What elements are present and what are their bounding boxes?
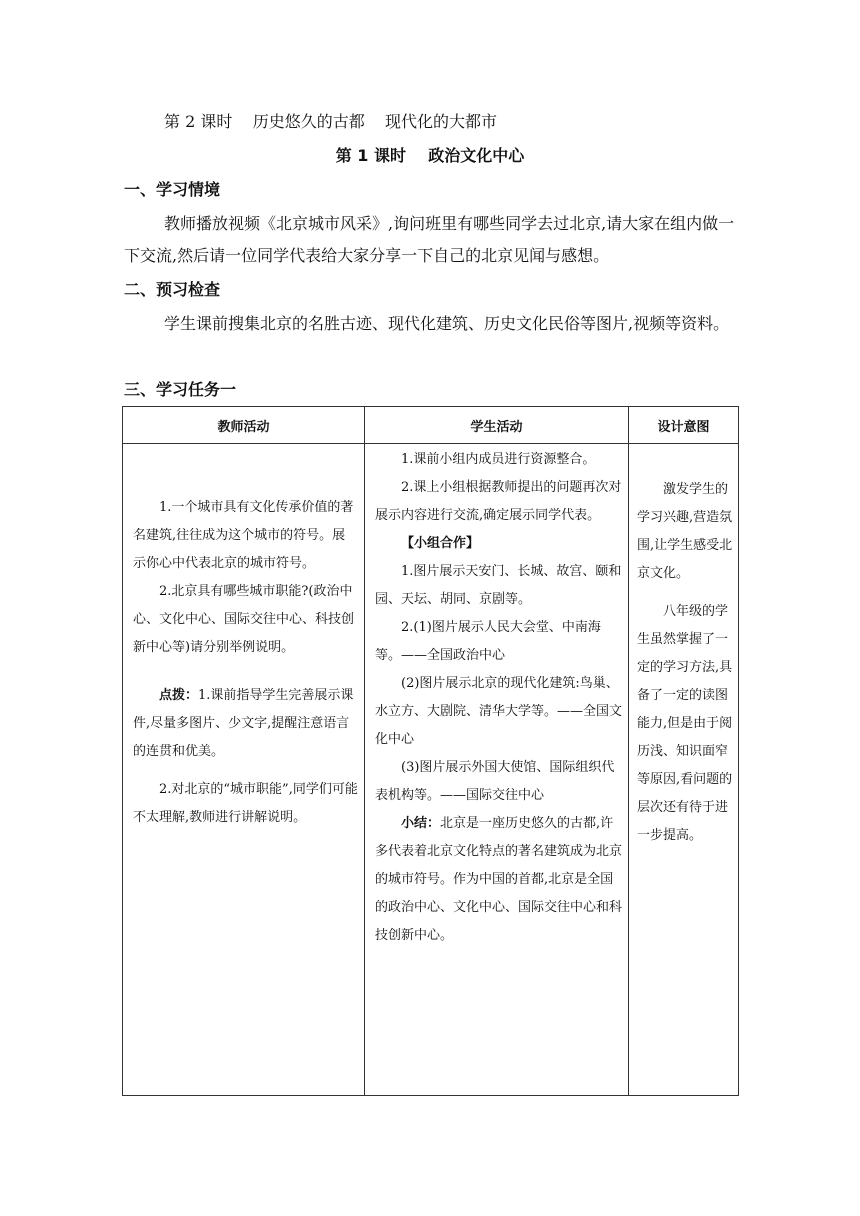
design-intent-cell bbox=[629, 444, 739, 1096]
lesson-heading: 第 2 课时 历史悠久的古都 现代化的大都市 bbox=[164, 112, 498, 131]
teacher-point-2: 2.北京具有哪些城市职能?(政治中心、文化中心、国际交往中心、科技创新中心等)请分别举例说明。 bbox=[133, 584, 355, 655]
section-body-preview: 学生课前搜集北京的名胜古迹、现代化建筑、历史文化民俗等图片,视频等资料。 bbox=[164, 314, 730, 333]
section-body-context: 教师播放视频《北京城市风采》,询问班里有哪些同学去过北京,请大家在组内做一下交流,然后请一位同学代表给大家分享一下自己的北京见闻与感想。 bbox=[124, 214, 735, 265]
student-step-2: 2.课上小组根据教师提出的问题再次对展示内容进行交流,确定展示同学代表。 bbox=[375, 480, 622, 523]
section-title-preview: 二、预习检查 bbox=[124, 280, 221, 299]
summary-label: 小结： bbox=[401, 816, 441, 831]
teacher-tip-1: 点拨：1.课前指导学生完善展示课件,尽量多图片、少文字,提醒注意语言的连贯和优美。 bbox=[133, 688, 354, 759]
group-work-item-3: (2)图片展示北京的现代化建筑:鸟巢、水立方、大剧院、清华大学等。——全国文化中心 bbox=[375, 676, 623, 747]
teacher-point-1: 1.一个城市具有文化传承价值的著名建筑,往往成为这个城市的符号。展示你心中代表北京的城市符号。 bbox=[133, 500, 354, 571]
lesson-subtitle: 第 1 课时 政治文化中心 bbox=[335, 146, 525, 165]
tip-label: 点拨： bbox=[159, 688, 199, 703]
group-work-item-1: 1.图片展示天安门、长城、故宫、颐和园、天坛、胡同、京剧等。 bbox=[375, 564, 622, 607]
table-header-row bbox=[123, 407, 739, 444]
group-work-label: 【小组合作】 bbox=[401, 536, 480, 551]
section-title-task: 三、学习任务一 bbox=[124, 380, 237, 399]
header-student-activity: 学生活动 bbox=[365, 407, 629, 444]
student-activity-cell bbox=[365, 444, 629, 1096]
table-row bbox=[123, 444, 739, 1096]
student-step-1: 1.课前小组内成员进行资源整合。 bbox=[401, 452, 596, 467]
design-intent-2: 八年级的学生虽然掌握了一定的学习方法,具备了一定的读图能力,但是由于阅历浅、知识面窄等原因,看问题的层次还有待于进一步提高。 bbox=[637, 604, 733, 843]
group-work-item-4: (3)图片展示外国大使馆、国际组织代表机构等。——国际交往中心 bbox=[375, 760, 615, 803]
group-work-item-2: 2.(1)图片展示人民大会堂、中南海等。——全国政治中心 bbox=[375, 620, 601, 663]
header-design-intent: 设计意图 bbox=[629, 407, 739, 444]
student-summary: 小结：北京是一座历史悠久的古都,许多代表着北京文化特点的著名建筑成为北京的城市符号。作为中国的首都,北京是全国的政治中心、文化中心、国际交往中心和科技创新中心。 bbox=[375, 816, 623, 943]
teacher-tip-2: 2.对北京的“城市职能”,同学们可能不太理解,教师进行讲解说明。 bbox=[133, 782, 358, 825]
teacher-activity-cell bbox=[123, 444, 365, 1096]
lesson-table bbox=[122, 406, 739, 1096]
design-intent-1: 激发学生的学习兴趣,营造氛围,让学生感受北京文化。 bbox=[637, 482, 733, 581]
section-title-context: 一、学习情境 bbox=[124, 180, 221, 199]
header-teacher-activity: 教师活动 bbox=[123, 407, 365, 444]
